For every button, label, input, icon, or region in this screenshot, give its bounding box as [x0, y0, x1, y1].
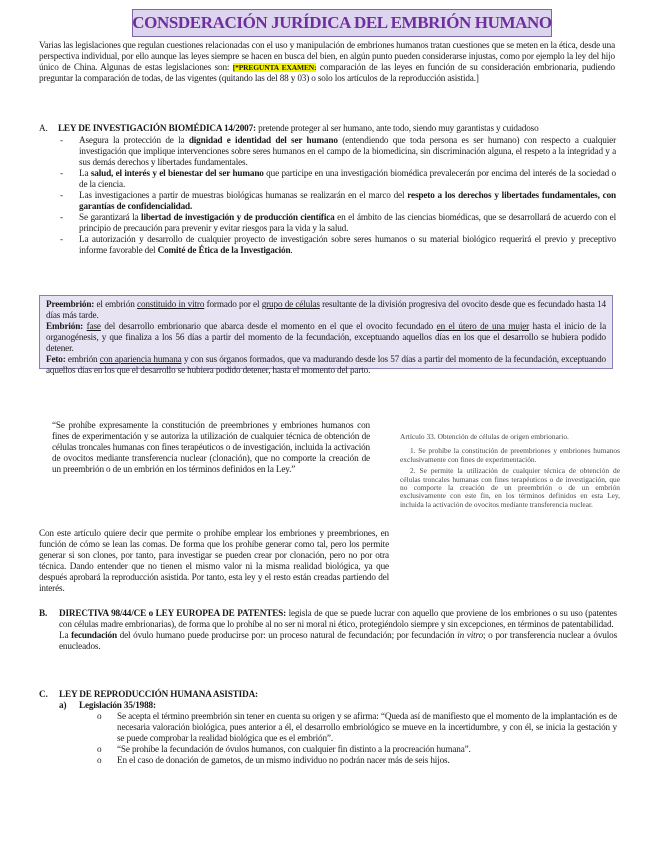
article-paragraph-2: 2. Se permite la utilización de cualquier técnica de obtención de células troncales humanas con fines terapéuticos o de investigación, que no comporte la creación de un preembrión o de un embrión exclusivamente con este fin, en los términos definidos en esta Ley, incluida la activación de ovocitos mediante transferencia nuclear. — [400, 466, 620, 509]
definitions-box — [39, 295, 613, 375]
list-item: o En el caso de donación de gametos, de un mismo individuo no podrán nacer más de seis hijos. — [97, 755, 450, 765]
section-a-bullets — [60, 135, 616, 256]
list-item: - Se garantizará la libertad de investigación y de producción científica en el ámbito de las ciencias biomédicas, que se desarrollará de acuerdo con el principio de precaución para prevenir y evitar riesgos para la vida y la salud. — [60, 212, 616, 233]
title-box — [132, 9, 552, 37]
definition-embrion: Embrión: fase del desarrollo embrionario que abarca desde el momento en el que el ovocito fecundado en el útero de una mujer hasta el inicio de la organogénesis, y que finaliza a los 56 días a partir del momento de la fecundación, exceptuando aquellos días en los que el desarrollo se hubiera podido detener. — [46, 321, 606, 353]
list-item: o “Se prohíbe la fecundación de óvulos humanos, con cualquier fin distinto a la procreación humana”. — [97, 744, 471, 754]
list-item: - La autorización y desarrollo de cualquier proyecto de investigación sobre seres humanos o su material biológico requerirá el previo y preceptivo informe favorable del Comité de Ética de la Investigación. — [60, 234, 616, 255]
section-c — [39, 689, 617, 766]
section-a-title-rest: pretende proteger al ser humano, ante todo, siendo muy garantistas y cuidadoso — [258, 123, 539, 133]
circle-bullet-icon: o — [97, 744, 102, 754]
fecundacion-paragraph: La fecundación del óvulo humano puede producirse por: un proceso natural de fecundación; por fecundación in vitro; o por transferencia nuclear a óvulos enucleados. — [59, 630, 617, 651]
commentary-paragraph — [39, 528, 617, 594]
legislation-items — [39, 711, 617, 766]
definition-preembrion: Preembrión: el embrión constituido in vitro formado por el grupo de células resultante de la división progresiva del ovocito desde que es fecundado hasta 14 días más tarde. — [46, 299, 606, 320]
exam-tag: [*PREGUNTA EXAMEN: — [232, 63, 317, 72]
list-item: - Asegura la protección de la dignidad e identidad del ser humano (entendiendo que toda persona es ser humano) con respecto a cualquier investigación que implique intervenciones sobre seres humanos en el campo de la biomedicina, sin discriminación alguna, el respeto a la integridad y a sus demás derechos y libertades fundamentales. — [60, 135, 616, 167]
list-item: - La salud, el interés y el bienestar del ser humano que participe en una investigación biomédica prevalecerán por encima del interés de la sociedad o de la ciencia. — [60, 168, 617, 189]
commentary-text: Con este artículo quiere decir que permite o prohíbe emplear los embriones y preembriones, en función de cómo se lean las comas. De forma que los prohíbe generar como tal, pero los permite generar si son clones, por tanto, para investigar se pueden crear por clonación, pero no por otra técnica. Dando entender que no tienen el mismo valor ni la misma realidad biológica, ya que después aprobará la reproducción asistida. Por tanto, esta ley y el resto están creadas partiendo del interés. — [39, 528, 389, 593]
section-a-marker: A. — [39, 123, 48, 133]
article-paragraph-1: 1. Se prohíbe la constitución de preembriones y embriones humanos exclusivamente con fines de experimentación. — [400, 446, 620, 464]
exam-text: comparación de las leyes en función de su consideración embrionaria, pudiendo preguntar la comparación de todas, de las vigentes (quitando las del 88 y 03) o solo los artículos de la reproducción asistida.] — [39, 62, 615, 83]
section-b-title: DIRECTIVA 98/44/CE o LEY EUROPEA DE PATENTES: — [59, 608, 287, 618]
list-item: - Las investigaciones a partir de muestras biológicas humanas se realizarán en el marco del respeto a los derechos y libertades fundamentales, con garantías de confidencialidad. — [60, 190, 616, 211]
section-b-marker: B. — [39, 608, 48, 618]
circle-bullet-icon: o — [97, 711, 102, 721]
intro-paragraph — [39, 40, 615, 84]
law-quote: “Se prohíbe expresamente la constitución de preembriones y embriones humanos con fines de experimentación y se autoriza la utilización de cualquier técnica de obtención de células troncales humanas con fines terapéuticos o de investigación, incluida la activación de ovocitos mediante transferencia nuclear (clonación), que no comporte la creación de un preembrión o de un embrión en los términos definidos en la Ley.” — [52, 420, 370, 474]
section-c-marker: C. — [39, 689, 48, 699]
section-c-title: LEY DE REPRODUCCIÓN HUMANA ASISTIDA: — [59, 689, 258, 699]
circle-bullet-icon: o — [97, 755, 102, 765]
intro-text: Varias las legislaciones que regulan cuestiones relacionadas con el uso y manipulación de embriones humanos tratan cuestiones que se meten en la ética, desde una perspectiva individual, por ello aunque las leyes siempre se hacen en busca del bien, en algún punto pueden considerarse injustas, como por ejemplo la ley del hijo único de China. Algunas de estas legislaciones son: — [39, 40, 615, 72]
subsection-a-title: Legislación 35/1988: — [79, 700, 156, 710]
definition-feto: Feto: embrión con apariencia humana y con sus órganos formados, que va madurando desde los 57 días a partir del momento de la fecundación, exceptuando aquellos días en los que el desarrollo se hubiera podido detener, hasta el momento del parto. — [46, 354, 606, 375]
section-b-text: legisla de que se puede lucrar con aquello que proviene de los embriones o su uso (patentes con células madre embrionarias), de forma que lo prohíbe al no ser ni moral ni ético, protegiéndolo siempre y sin excepciones, en términos de patentabilidad. — [59, 608, 617, 629]
list-item: o Se acepta el término preembrión sin tener en cuenta su origen y se afirma: “Queda así de manifiesto que el momento de la implantación es de necesaria valoración biológica, pues anterior a él, el desarrollo embriológico se mueve en la incertidumbre, y con él, se inicia la gestación y se puede comprobar la realidad biológica que es el embrión”. — [97, 711, 617, 743]
article-heading: Artículo 33. Obtención de células de origen embrionario. — [400, 432, 569, 441]
section-a-title: LEY DE INVESTIGACIÓN BIOMÉDICA 14/2007: — [57, 123, 256, 133]
section-a-heading — [39, 123, 619, 134]
section-b — [39, 608, 617, 652]
page-title: CONSDERACIÓN JURÍDICA DEL EMBRIÓN HUMANO — [132, 13, 552, 32]
subsection-a-marker: a) — [59, 700, 67, 710]
